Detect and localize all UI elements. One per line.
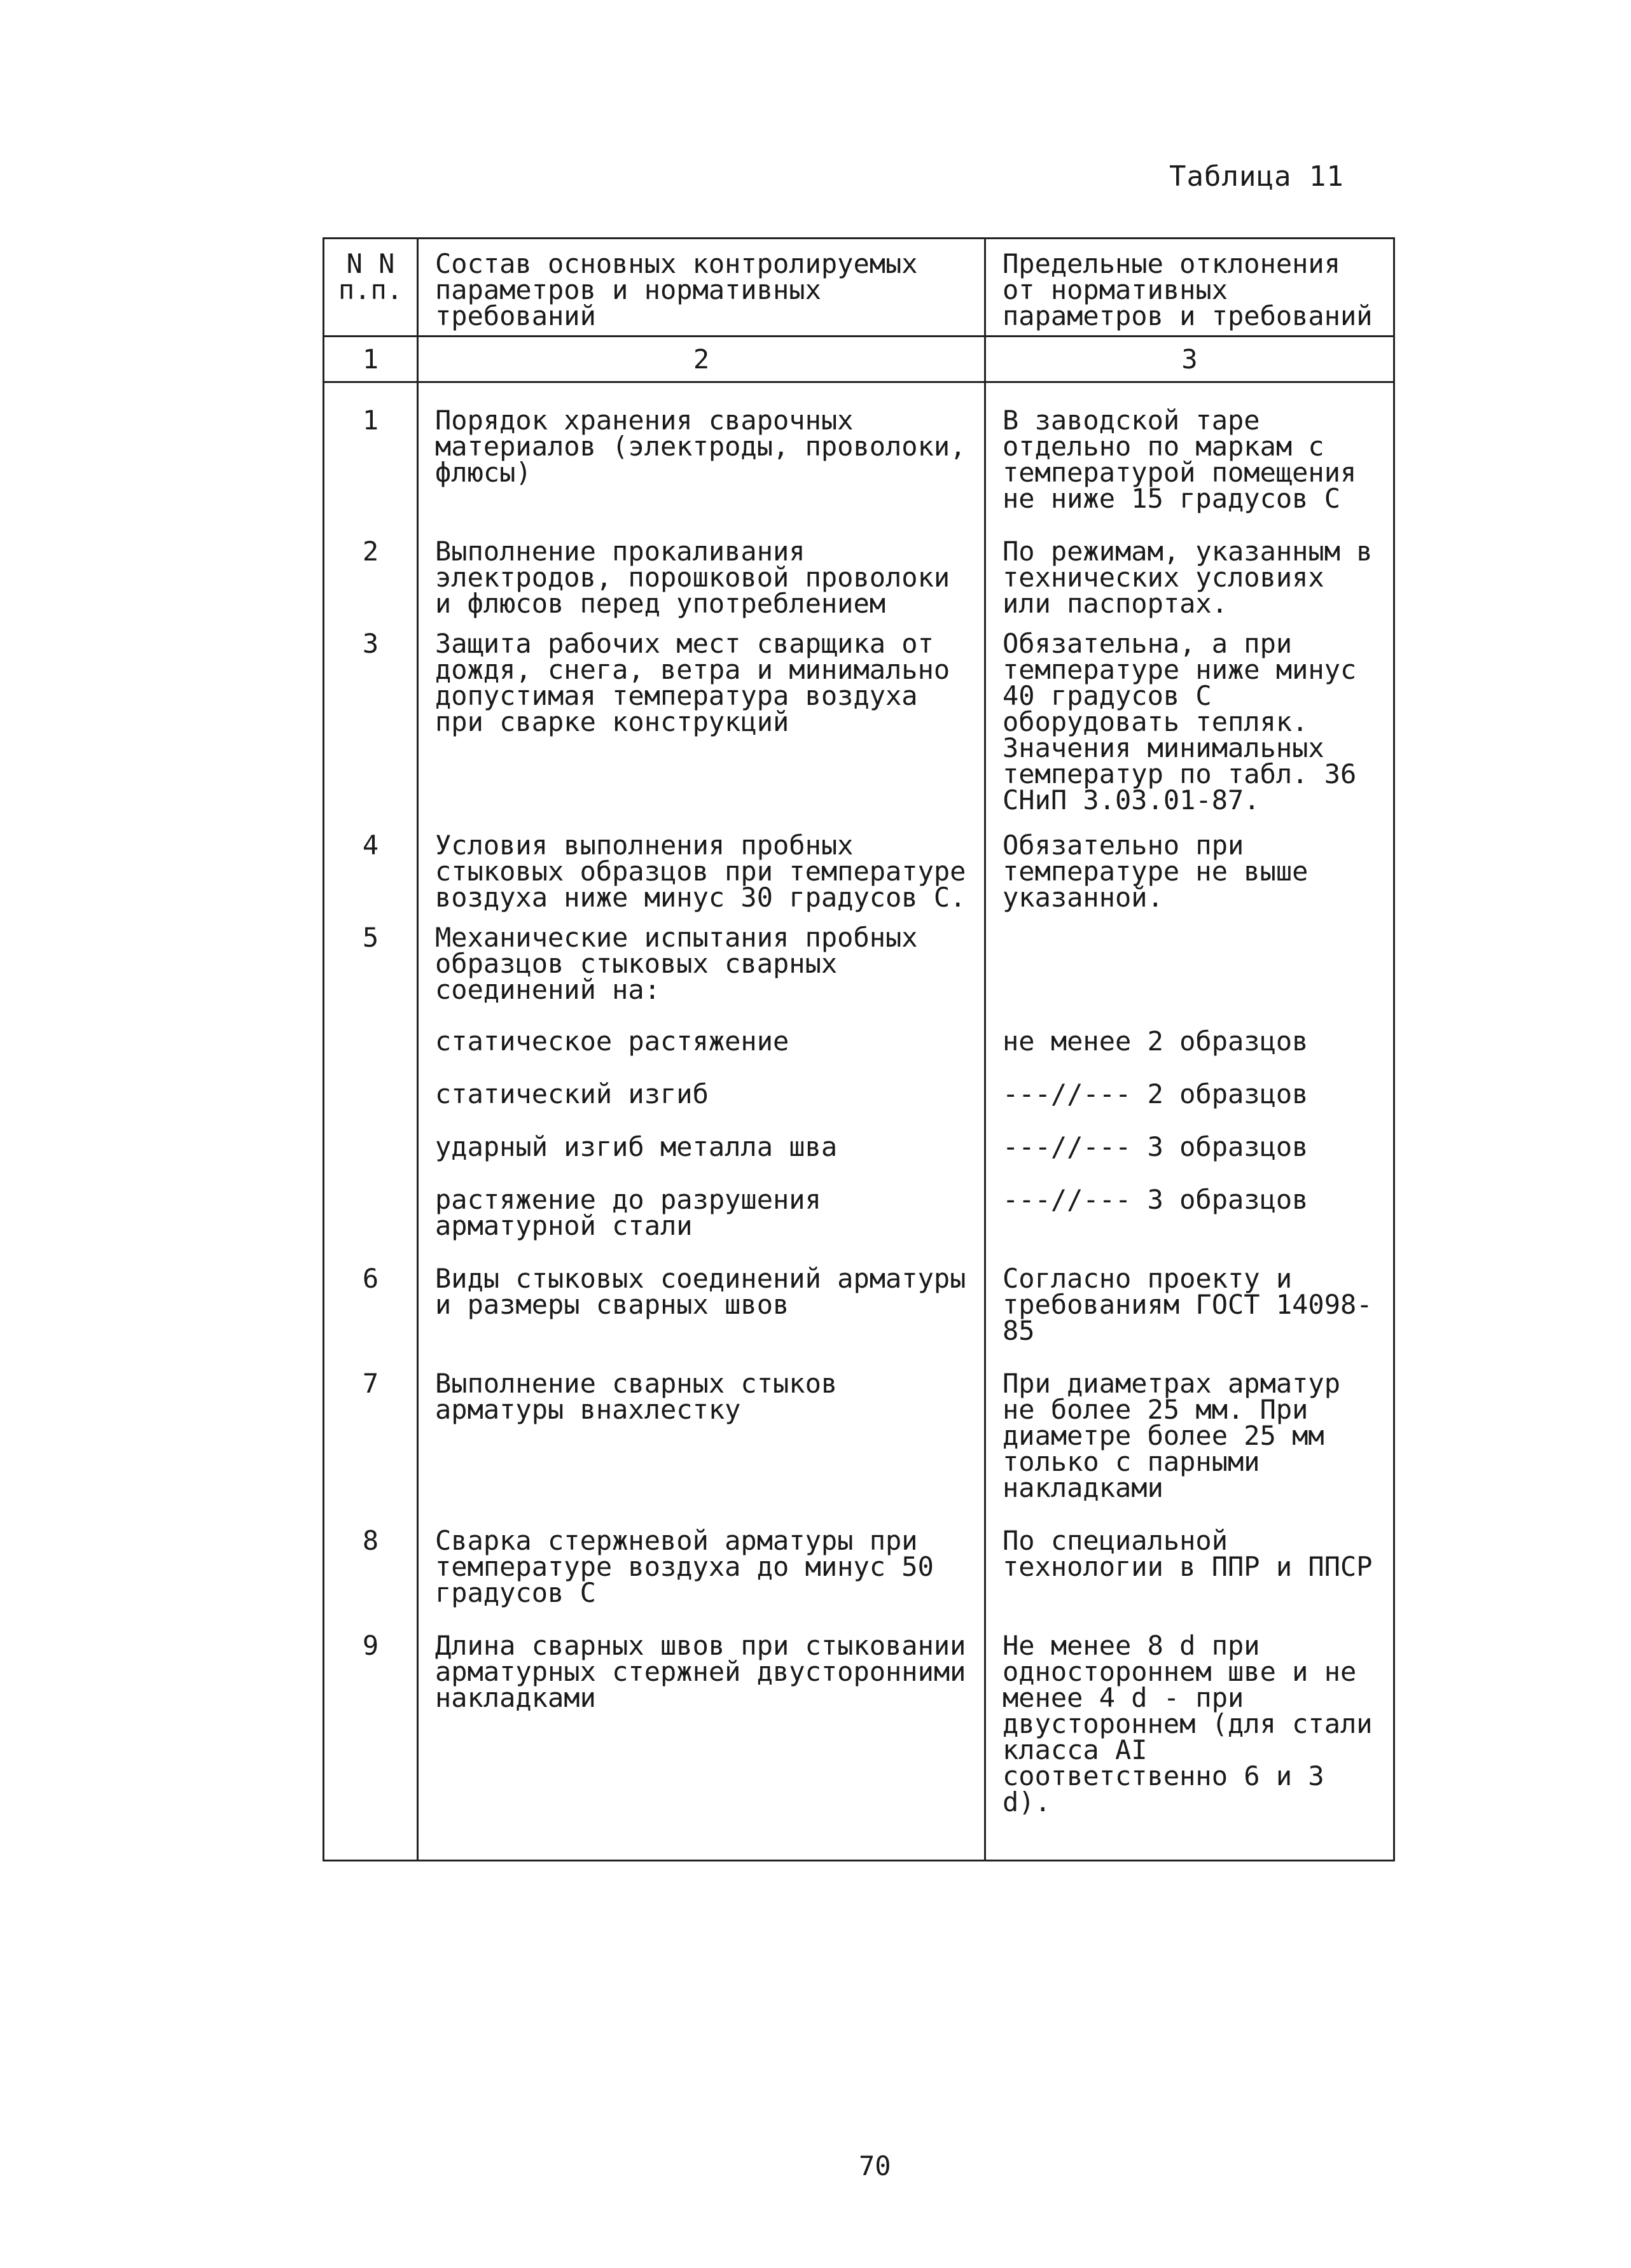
header-parameters: Состав основных контролируемых параметров и нормативных требований (418, 239, 985, 337)
row-parameter: статический изгиб (418, 1054, 985, 1107)
table-row (324, 1003, 1394, 1054)
row-requirement: По режимам, указанным в технических условиях или паспортах. (985, 511, 1394, 616)
table-header-row (324, 239, 1394, 337)
row-number (324, 1107, 418, 1160)
table-row (324, 1344, 1394, 1501)
table-caption: Таблица 11 (1169, 160, 1344, 193)
row-requirement: ---//--- 2 образцов (985, 1054, 1394, 1107)
table-row (324, 382, 1394, 512)
row-requirement: Не менее 8 d при одностороннем шве и не менее 4 d - при двустороннем (для стали класса AI соответственно 6 и 3 d). (985, 1606, 1394, 1861)
row-number: 6 (324, 1239, 418, 1344)
table-row (324, 1501, 1394, 1606)
row-requirement: ---//--- 3 образцов (985, 1107, 1394, 1160)
column-number: 1 (324, 337, 418, 382)
row-number: 9 (324, 1606, 418, 1861)
row-number (324, 1160, 418, 1239)
row-parameter: Выполнение прокаливания электродов, порошковой проволоки и флюсов перед употреблением (418, 511, 985, 616)
row-requirement: Обязательно при температуре не выше указанной. (985, 813, 1394, 910)
table-row (324, 1239, 1394, 1344)
row-parameter: Порядок хранения сварочных материалов (электроды, проволоки, флюсы) (418, 382, 985, 512)
row-parameter: Защита рабочих мест сварщика от дождя, снега, ветра и минимально допустимая температура воздуха при сварке конструкций (418, 616, 985, 813)
table-row (324, 1160, 1394, 1239)
row-requirement (985, 910, 1394, 1003)
table-row (324, 1107, 1394, 1160)
row-number: 5 (324, 910, 418, 1003)
row-parameter: статическое растяжение (418, 1003, 985, 1054)
table-row (324, 1606, 1394, 1861)
row-parameter: Длина сварных швов при стыковании арматурных стержней двусторонними накладками (418, 1606, 985, 1861)
row-parameter: Виды стыковых соединений арматуры и размеры сварных швов (418, 1239, 985, 1344)
row-parameter: растяжение до разрушения арматурной стали (418, 1160, 985, 1239)
row-requirement: По специальной технологии в ППР и ППСР (985, 1501, 1394, 1606)
header-number: N N п.п. (324, 239, 418, 337)
row-number: 3 (324, 616, 418, 813)
row-parameter: Сварка стержневой арматуры при температуре воздуха до минус 50 градусов С (418, 1501, 985, 1606)
row-number (324, 1054, 418, 1107)
column-number-row (324, 337, 1394, 382)
row-number (324, 1003, 418, 1054)
column-number: 2 (418, 337, 985, 382)
row-requirement: не менее 2 образцов (985, 1003, 1394, 1054)
requirements-table (323, 237, 1395, 1861)
table-row (324, 813, 1394, 910)
row-requirement: Согласно проекту и требованиям ГОСТ 14098-85 (985, 1239, 1394, 1344)
table-row (324, 511, 1394, 616)
column-number: 3 (985, 337, 1394, 382)
row-number: 1 (324, 382, 418, 512)
row-parameter: Условия выполнения пробных стыковых образцов при температуре воздуха ниже минус 30 градусов С. (418, 813, 985, 910)
row-number: 2 (324, 511, 418, 616)
row-number: 7 (324, 1344, 418, 1501)
row-requirement: При диаметрах арматур не более 25 мм. При диаметре более 25 мм только с парными накладками (985, 1344, 1394, 1501)
row-parameter: Выполнение сварных стыков арматуры внахлестку (418, 1344, 985, 1501)
row-number: 8 (324, 1501, 418, 1606)
row-requirement: Обязательна, а при температуре ниже минус 40 градусов С оборудовать тепляк. Значения минимальных температур по табл. 36 СНиП 3.03.01-87. (985, 616, 1394, 813)
header-deviations: Предельные отклонения от нормативных параметров и требований (985, 239, 1394, 337)
table-row (324, 910, 1394, 1003)
table-row (324, 1054, 1394, 1107)
page-number: 70 (859, 2150, 891, 2181)
row-parameter: ударный изгиб металла шва (418, 1107, 985, 1160)
table-row (324, 616, 1394, 813)
row-number: 4 (324, 813, 418, 910)
row-requirement: ---//--- 3 образцов (985, 1160, 1394, 1239)
row-requirement: В заводской таре отдельно по маркам с температурой помещения не ниже 15 градусов С (985, 382, 1394, 512)
row-parameter: Механические испытания пробных образцов стыковых сварных соединений на: (418, 910, 985, 1003)
